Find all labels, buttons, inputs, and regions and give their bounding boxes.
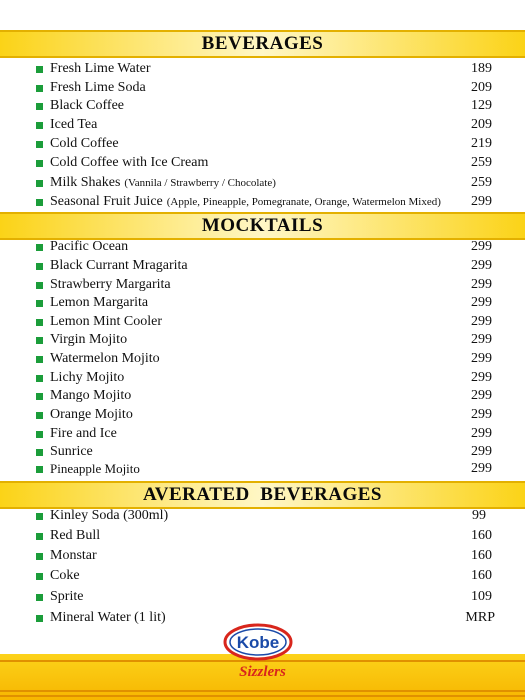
section-title: BEVERAGES — [201, 33, 324, 54]
menu-item — [36, 460, 492, 478]
item-name: Cold Coffee — [50, 136, 119, 151]
item-price: 99 — [472, 508, 486, 523]
menu-item — [36, 276, 492, 294]
item-name: Fresh Lime Soda — [50, 80, 146, 95]
bullet-icon — [36, 103, 43, 110]
item-price: 299 — [471, 239, 492, 254]
bullet-icon — [36, 533, 43, 540]
section-banner-beverages — [0, 30, 525, 58]
bullet-icon — [36, 513, 43, 520]
item-price: 299 — [471, 370, 492, 385]
item-price: 299 — [471, 194, 492, 209]
menu-item — [36, 79, 492, 97]
bullet-icon — [36, 263, 43, 270]
item-name: Mango Mojito — [50, 388, 132, 403]
section-banner-mocktails — [0, 212, 525, 240]
item-price: 299 — [471, 351, 492, 366]
kobe-logo — [223, 623, 293, 661]
item-name: Pacific Ocean — [50, 239, 129, 254]
bullet-icon — [36, 375, 43, 382]
menu-item — [36, 174, 492, 192]
item-price: 219 — [471, 136, 492, 151]
bullet-icon — [36, 615, 43, 622]
item-name: Kinley Soda (300ml) — [50, 508, 169, 523]
item-price: 129 — [471, 98, 492, 113]
menu-item — [36, 425, 492, 443]
logo-text: Kobe — [236, 633, 280, 652]
item-name: Red Bull — [50, 528, 101, 543]
item-price: 160 — [471, 528, 492, 543]
menu-item — [36, 507, 492, 525]
item-name: Cold Coffee with Ice Cream — [50, 155, 209, 170]
item-name: Watermelon Mojito — [50, 351, 160, 366]
menu-item — [36, 313, 492, 331]
bullet-icon — [36, 431, 43, 438]
menu-item — [36, 238, 492, 256]
item-name: Orange Mojito — [50, 407, 133, 422]
section-title: AVERATED BEVERAGES — [143, 484, 382, 505]
item-name: Coke — [50, 568, 80, 583]
item-name: Milk Shakes — [50, 175, 121, 190]
bullet-icon — [36, 160, 43, 167]
bullet-icon — [36, 393, 43, 400]
item-price: 109 — [471, 589, 492, 604]
menu-item — [36, 154, 492, 172]
brand-subtitle: Sizzlers — [239, 664, 286, 680]
section-title: MOCKTAILS — [201, 215, 324, 236]
bullet-icon — [36, 180, 43, 187]
item-name: Lemon Mint Cooler — [50, 314, 162, 329]
bullet-icon — [36, 449, 43, 456]
item-price: 299 — [471, 407, 492, 422]
bullet-icon — [36, 122, 43, 129]
menu-item — [36, 294, 492, 312]
menu-item — [36, 387, 492, 405]
item-name: Monstar — [50, 548, 97, 563]
menu-item — [36, 588, 492, 606]
item-name: Sunrice — [50, 444, 93, 459]
item-price: 259 — [471, 175, 492, 190]
menu-item — [36, 547, 492, 565]
item-price: 299 — [471, 444, 492, 459]
bullet-icon — [36, 66, 43, 73]
bullet-icon — [36, 553, 43, 560]
item-name: Lichy Mojito — [50, 370, 125, 385]
kobe-logo-icon — [223, 623, 293, 661]
item-price: 299 — [471, 314, 492, 329]
item-name: Iced Tea — [50, 117, 98, 132]
menu-item — [36, 567, 492, 585]
bullet-icon — [36, 573, 43, 580]
menu-item — [36, 60, 492, 78]
item-price: 209 — [471, 117, 492, 132]
menu-item — [36, 116, 492, 134]
item-name: Black Coffee — [50, 98, 124, 113]
menu-item — [36, 369, 492, 387]
menu-item — [36, 527, 492, 545]
item-note: (Vannila / Strawberry / Chocolate) — [124, 177, 276, 189]
item-name: Fire and Ice — [50, 426, 117, 441]
bullet-icon — [36, 85, 43, 92]
item-price: 299 — [471, 426, 492, 441]
menu-item — [36, 193, 492, 211]
item-note: (Apple, Pineapple, Pomegranate, Orange, Watermelon Mixed) — [166, 196, 441, 208]
menu-item — [36, 257, 492, 275]
bullet-icon — [36, 141, 43, 148]
bullet-icon — [36, 282, 43, 289]
menu-item — [36, 443, 492, 461]
menu-item — [36, 331, 492, 349]
item-name: Virgin Mojito — [50, 332, 128, 347]
item-price: 160 — [471, 548, 492, 563]
bullet-icon — [36, 337, 43, 344]
item-name: Sprite — [50, 589, 84, 604]
bullet-icon — [36, 466, 43, 473]
item-price: MRP — [465, 610, 495, 625]
item-name: Fresh Lime Water — [50, 61, 151, 76]
item-price: 299 — [471, 277, 492, 292]
bullet-icon — [36, 356, 43, 363]
menu-item — [36, 97, 492, 115]
menu-item — [36, 350, 492, 368]
menu-item — [36, 406, 492, 424]
bullet-icon — [36, 594, 43, 601]
item-price: 189 — [471, 61, 492, 76]
bullet-icon — [36, 319, 43, 326]
item-name: Seasonal Fruit Juice — [50, 194, 163, 209]
item-name: Pineapple Mojito — [50, 461, 140, 476]
item-price: 299 — [471, 295, 492, 310]
bullet-icon — [36, 199, 43, 206]
item-price: 299 — [471, 388, 492, 403]
section-banner-averated-beverages — [0, 481, 525, 509]
item-name: Mineral Water (1 lit) — [50, 610, 166, 625]
menu-item — [36, 135, 492, 153]
bullet-icon — [36, 244, 43, 251]
item-price: 299 — [471, 332, 492, 347]
item-name: Lemon Margarita — [50, 295, 149, 310]
bullet-icon — [36, 300, 43, 307]
item-price: 160 — [471, 568, 492, 583]
item-price: 209 — [471, 80, 492, 95]
item-price: 259 — [471, 155, 492, 170]
item-name: Black Currant Mragarita — [50, 258, 188, 273]
item-price: 299 — [471, 461, 492, 476]
item-price: 299 — [471, 258, 492, 273]
bullet-icon — [36, 412, 43, 419]
item-name: Strawberry Margarita — [50, 277, 171, 292]
